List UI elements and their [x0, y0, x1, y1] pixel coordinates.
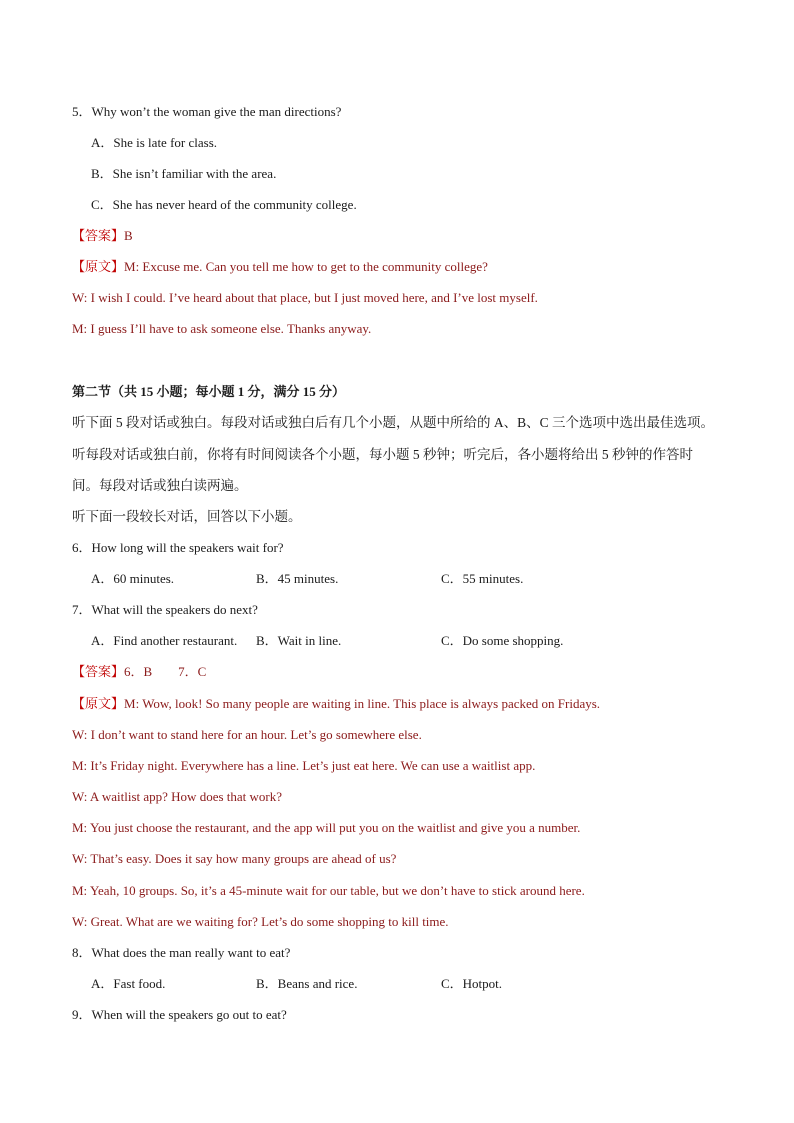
q8-option-a: A．Fast food. [91, 976, 166, 991]
section-instruction-3: 间。每段对话或独白读两遍。 [72, 478, 248, 493]
q7-option-c: C．Do some shopping. [441, 633, 564, 648]
sub-instruction: 听下面一段较长对话，回答以下小题。 [72, 509, 302, 524]
q67-script-line-7: M: Yeah, 10 groups. So, it’s a 45-minute wait for our table, but we don’t have to stick around here. [72, 883, 585, 898]
q8-option-c: C．Hotpot. [441, 976, 503, 991]
q5-script-line-2: W: I wish I could. I’ve heard about that place, but I just moved here, and I’ve lost myself. [72, 290, 538, 305]
q6-option-b: B．45 minutes. [256, 571, 339, 586]
script-tag: 【原文】 [72, 696, 125, 711]
q67-script-line-6: W: That’s easy. Does it say how many groups are ahead of us? [72, 851, 397, 866]
q67-answer [72, 663, 206, 681]
q6-option-c: C．55 minutes. [441, 571, 524, 586]
q67-script-line-1 [72, 695, 600, 713]
section-instruction-1: 听下面 5 段对话或独白。每段对话或独白后有几个小题，从题中所给的 A、B、C 三个选项中选出最佳选项。 [72, 415, 715, 430]
answer-tag: 【答案】 [72, 664, 125, 679]
q7-option-a: A．Find another restaurant. [91, 633, 238, 648]
section-heading: 第二节（共 15 小题；每小题 1 分，满分 15 分） [72, 384, 346, 399]
q5-option-c: C．She has never heard of the community college. [91, 197, 357, 212]
q5-option-b: B．She isn’t familiar with the area. [91, 166, 277, 181]
q6-question: 6．How long will the speakers wait for? [72, 540, 284, 555]
q67-script-line-2: W: I don’t want to stand here for an hour. Let’s go somewhere else. [72, 727, 422, 742]
answer-tag: 【答案】 [72, 228, 125, 243]
q5-script-line-3: M: I guess I’ll have to ask someone else. Thanks anyway. [72, 321, 372, 336]
q5-question: 5．Why won’t the woman give the man directions? [72, 104, 342, 119]
q9-question: 9．When will the speakers go out to eat? [72, 1007, 287, 1022]
q8-question: 8．What does the man really want to eat? [72, 945, 291, 960]
q5-script-line-1 [72, 258, 488, 276]
script-tag: 【原文】 [72, 259, 125, 274]
answer-value: 6．B 7．C [124, 664, 207, 679]
q67-script-line-4: W: A waitlist app? How does that work? [72, 789, 283, 804]
q7-option-b: B．Wait in line. [256, 633, 342, 648]
q67-script-line-5: M: You just choose the restaurant, and the app will put you on the waitlist and give you a number. [72, 820, 581, 835]
q7-question: 7．What will the speakers do next? [72, 602, 258, 617]
answer-value: B [124, 228, 133, 243]
q6-option-a: A．60 minutes. [91, 571, 175, 586]
q5-option-a: A．She is late for class. [91, 135, 218, 150]
q5-answer [72, 227, 133, 245]
q8-option-b: B．Beans and rice. [256, 976, 358, 991]
section-instruction-2: 听每段对话或独白前，你将有时间阅读各个小题，每小题 5 秒钟；听完后，各小题将给出 5 秒钟的作答时 [72, 447, 693, 462]
script-text: M: Wow, look! So many people are waiting in line. This place is always packed on Fridays. [124, 696, 601, 711]
script-text: M: Excuse me. Can you tell me how to get to the community college? [124, 259, 488, 274]
q67-script-line-3: M: It’s Friday night. Everywhere has a line. Let’s just eat here. We can use a waitlist app. [72, 758, 536, 773]
q67-script-line-8: W: Great. What are we waiting for? Let’s do some shopping to kill time. [72, 914, 449, 929]
